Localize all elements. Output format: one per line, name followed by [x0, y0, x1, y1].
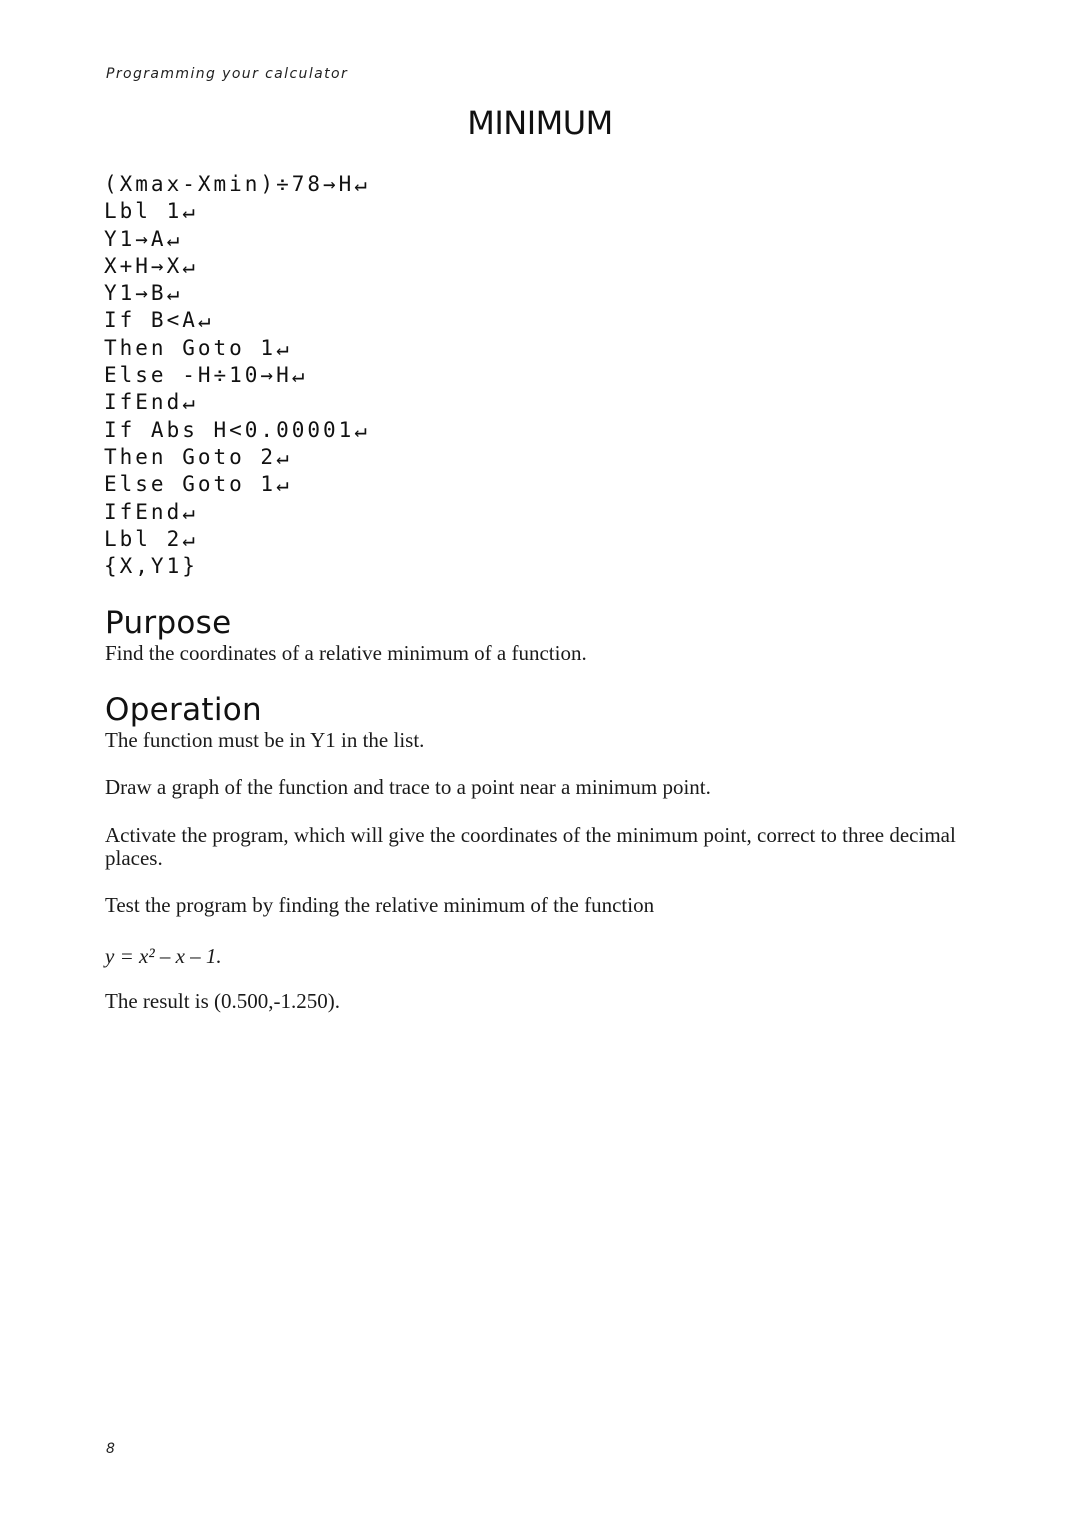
operation-paragraph: The function must be in Y1 in the list.	[105, 728, 425, 752]
operation-paragraph: Draw a graph of the function and trace to a point near a minimum point.	[105, 775, 711, 799]
program-line: Y1→B↵	[104, 281, 183, 306]
program-line: IfEnd↵	[104, 499, 198, 524]
program-line: Y1→A↵	[104, 226, 183, 251]
program-line: X+H→X↵	[104, 253, 198, 278]
purpose-heading: Purpose	[105, 605, 232, 641]
operation-paragraph: Test the program by finding the relative minimum of the function	[105, 893, 655, 917]
program-listing	[104, 171, 370, 580]
running-head: Programming your calculator	[106, 66, 349, 82]
program-line: Else Goto 1↵	[104, 472, 292, 497]
function-formula: y = x² – x – 1.	[105, 944, 222, 968]
program-line: Lbl 1↵	[104, 199, 198, 224]
program-line: If Abs H<0.00001↵	[104, 417, 370, 442]
program-line: Lbl 2↵	[104, 526, 198, 551]
program-line: Then Goto 1↵	[104, 335, 292, 360]
program-line: Then Goto 2↵	[104, 444, 292, 469]
program-line: Else -H÷10→H↵	[104, 363, 308, 388]
program-line: IfEnd↵	[104, 390, 198, 415]
operation-paragraph: Activate the program, which will give the coordinates of the minimum point, correct to three decimal places.	[105, 823, 956, 870]
page-number: 8	[106, 1441, 115, 1457]
purpose-text: Find the coordinates of a relative minimum of a function.	[105, 641, 587, 665]
program-line: (Xmax-Xmin)÷78→H↵	[104, 172, 370, 196]
result-text: The result is (0.500,-1.250).	[105, 989, 341, 1013]
page-title: MINIMUM	[467, 104, 613, 142]
program-line: {X,Y1}	[104, 554, 198, 579]
operation-heading: Operation	[105, 692, 262, 728]
program-line: If B<A↵	[104, 308, 214, 333]
